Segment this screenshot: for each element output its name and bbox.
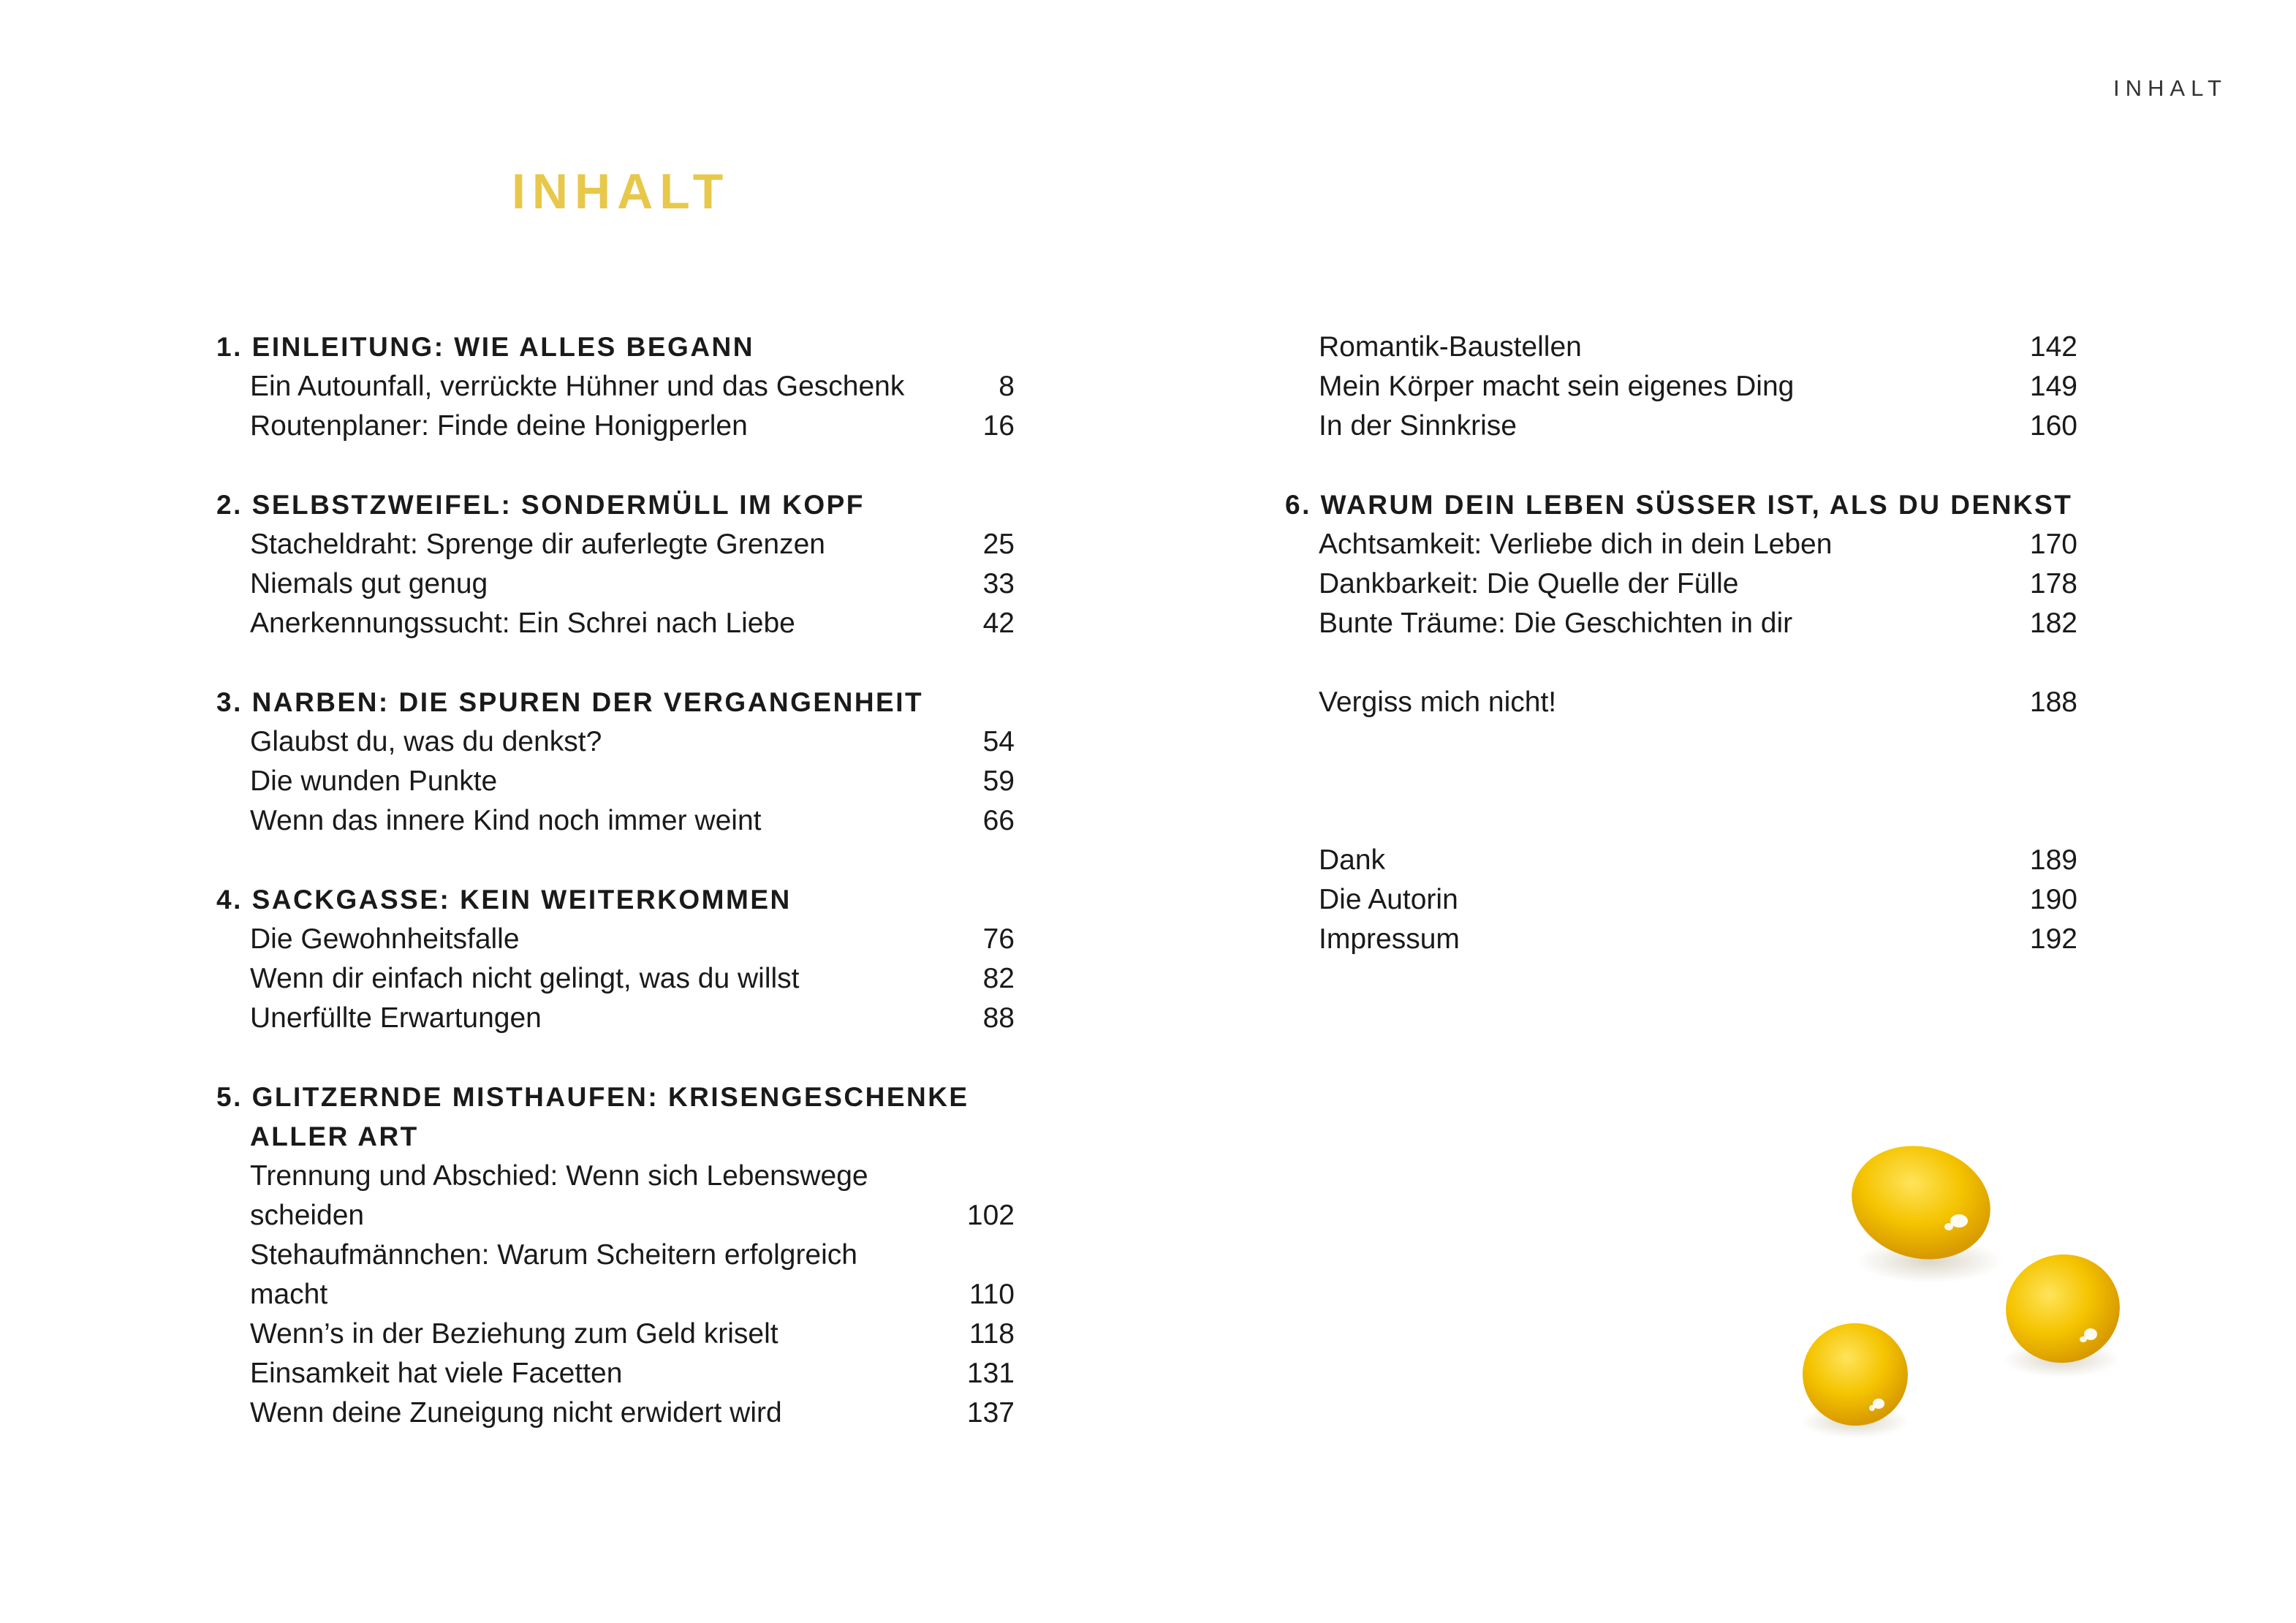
toc-entry	[216, 920, 1015, 959]
honey-pearls-decoration	[1784, 1126, 2120, 1469]
toc-entry	[216, 564, 1015, 604]
entry-title-continued: macht	[250, 1279, 328, 1310]
page-number: 192	[2029, 923, 2077, 955]
page-number: 82	[982, 963, 1015, 994]
toc-entry	[1285, 841, 2077, 880]
entry-title: Unerfüllte Erwartungen	[250, 1002, 542, 1034]
chapter-heading	[1285, 485, 2077, 525]
toc-entry	[216, 801, 1015, 841]
toc-entry	[216, 1393, 1015, 1433]
page-number: 190	[2029, 884, 2077, 915]
page-number: 131	[966, 1358, 1015, 1389]
chapter-heading	[216, 328, 1015, 367]
toc-entry	[1285, 683, 2077, 722]
chapter-title: 6. WARUM DEIN LEBEN SÜSSER IST, ALS DU DENKST	[1285, 490, 2073, 520]
entry-title: Ein Autounfall, verrückte Hühner und das Geschenk	[250, 371, 905, 402]
toc-entry	[1285, 406, 2077, 446]
entry-title: Einsamkeit hat viele Facetten	[250, 1358, 623, 1389]
entry-title: Trennung und Abschied: Wenn sich Lebenswege	[250, 1160, 868, 1192]
entry-title: In der Sinnkrise	[1319, 410, 1517, 442]
honey-pearl-icon	[1839, 1131, 2004, 1283]
entry-title: Impressum	[1319, 923, 1460, 955]
entry-title: Bunte Träume: Die Geschichten in dir	[1319, 608, 1793, 639]
chapter-heading-continued	[216, 1117, 1015, 1157]
toc-entry	[1285, 328, 2077, 367]
honey-pearl-icon	[1997, 1246, 2120, 1377]
entry-title: Romantik-Baustellen	[1319, 331, 1582, 363]
chapter-title-continued: ALLER ART	[250, 1121, 419, 1151]
entry-title: Wenn’s in der Beziehung zum Geld kriselt	[250, 1318, 778, 1350]
honey-pearl-icon	[1796, 1317, 1914, 1438]
chapter-title: 1. EINLEITUNG: WIE ALLES BEGANN	[216, 332, 754, 362]
page-number: 25	[982, 529, 1015, 560]
entry-title: Die Gewohnheitsfalle	[250, 923, 520, 955]
entry-title: Die wunden Punkte	[250, 765, 498, 797]
page-number: 149	[2029, 371, 2077, 402]
toc-left-column	[216, 328, 1015, 1433]
entry-title: Stehaufmännchen: Warum Scheitern erfolgreich	[250, 1239, 857, 1271]
chapter-heading	[216, 880, 1015, 920]
page-number: 137	[966, 1397, 1015, 1429]
entry-title: Dankbarkeit: Die Quelle der Fülle	[1319, 568, 1739, 599]
chapter-title: 5. GLITZERNDE MISTHAUFEN: KRISENGESCHENKE	[216, 1082, 969, 1112]
chapter-heading	[216, 683, 1015, 722]
page-number: 178	[2029, 568, 2077, 599]
toc-entry	[1285, 604, 2077, 643]
page-number: 88	[982, 1002, 1015, 1034]
chapter-heading	[216, 485, 1015, 525]
toc-entry	[216, 722, 1015, 762]
entry-title: Glaubst du, was du denkst?	[250, 726, 602, 757]
page-number: 170	[2029, 529, 2077, 560]
page-number: 118	[969, 1318, 1015, 1350]
toc-entry	[216, 999, 1015, 1038]
page-number: 160	[2029, 410, 2077, 442]
page-number: 33	[982, 568, 1015, 599]
page-number: 42	[982, 608, 1015, 639]
toc-entry	[216, 367, 1015, 406]
toc-entry	[216, 1314, 1015, 1354]
entry-title: Achtsamkeit: Verliebe dich in dein Leben	[1319, 529, 1833, 560]
toc-entry	[1285, 367, 2077, 406]
page-number: 188	[2029, 686, 2077, 718]
chapter-heading	[216, 1078, 1015, 1117]
entry-title: Stacheldraht: Sprenge dir auferlegte Grenzen	[250, 529, 825, 560]
page-number: 142	[2029, 331, 2077, 363]
entry-title: Mein Körper macht sein eigenes Ding	[1319, 371, 1795, 402]
toc-entry	[216, 604, 1015, 643]
entry-title: Wenn das innere Kind noch immer weint	[250, 805, 762, 836]
page-number: 110	[969, 1279, 1015, 1310]
toc-entry	[1285, 920, 2077, 959]
toc-entry-continued	[216, 1196, 1015, 1236]
entry-title: Wenn dir einfach nicht gelingt, was du willst	[250, 963, 800, 994]
entry-title: Vergiss mich nicht!	[1319, 686, 1557, 718]
page-number: 59	[982, 765, 1015, 797]
chapter-title: 2. SELBSTZWEIFEL: SONDERMÜLL IM KOPF	[216, 490, 865, 520]
entry-title: Wenn deine Zuneigung nicht erwidert wird	[250, 1397, 782, 1429]
entry-title: Die Autorin	[1319, 884, 1458, 915]
toc-right-column	[1285, 328, 2077, 959]
page-number: 8	[999, 371, 1015, 402]
entry-title-continued: scheiden	[250, 1200, 365, 1231]
page-number: 189	[2029, 844, 2077, 876]
toc-entry	[216, 1354, 1015, 1393]
toc-entry	[1285, 880, 2077, 920]
toc-entry	[216, 762, 1015, 801]
page-number: 16	[982, 410, 1015, 442]
toc-entry	[216, 959, 1015, 999]
running-head: INHALT	[2113, 75, 2227, 101]
chapter-title: 3. NARBEN: DIE SPUREN DER VERGANGENHEIT	[216, 687, 924, 717]
toc-entry	[216, 1236, 1015, 1275]
toc-entry-continued	[216, 1275, 1015, 1314]
page-number: 182	[2029, 608, 2077, 639]
page-number: 76	[982, 923, 1015, 955]
toc-entry	[216, 1157, 1015, 1196]
page-title: INHALT	[512, 164, 730, 219]
entry-title: Niemals gut genug	[250, 568, 488, 599]
toc-entry	[216, 525, 1015, 564]
entry-title: Dank	[1319, 844, 1386, 876]
toc-entry	[1285, 564, 2077, 604]
toc-entry	[216, 406, 1015, 446]
chapter-title: 4. SACKGASSE: KEIN WEITERKOMMEN	[216, 885, 792, 915]
page-number: 66	[982, 805, 1015, 836]
entry-title: Anerkennungssucht: Ein Schrei nach Liebe	[250, 608, 795, 639]
page-number: 54	[982, 726, 1015, 757]
entry-title: Routenplaner: Finde deine Honigperlen	[250, 410, 748, 442]
toc-entry	[1285, 525, 2077, 564]
page-number: 102	[966, 1200, 1015, 1231]
